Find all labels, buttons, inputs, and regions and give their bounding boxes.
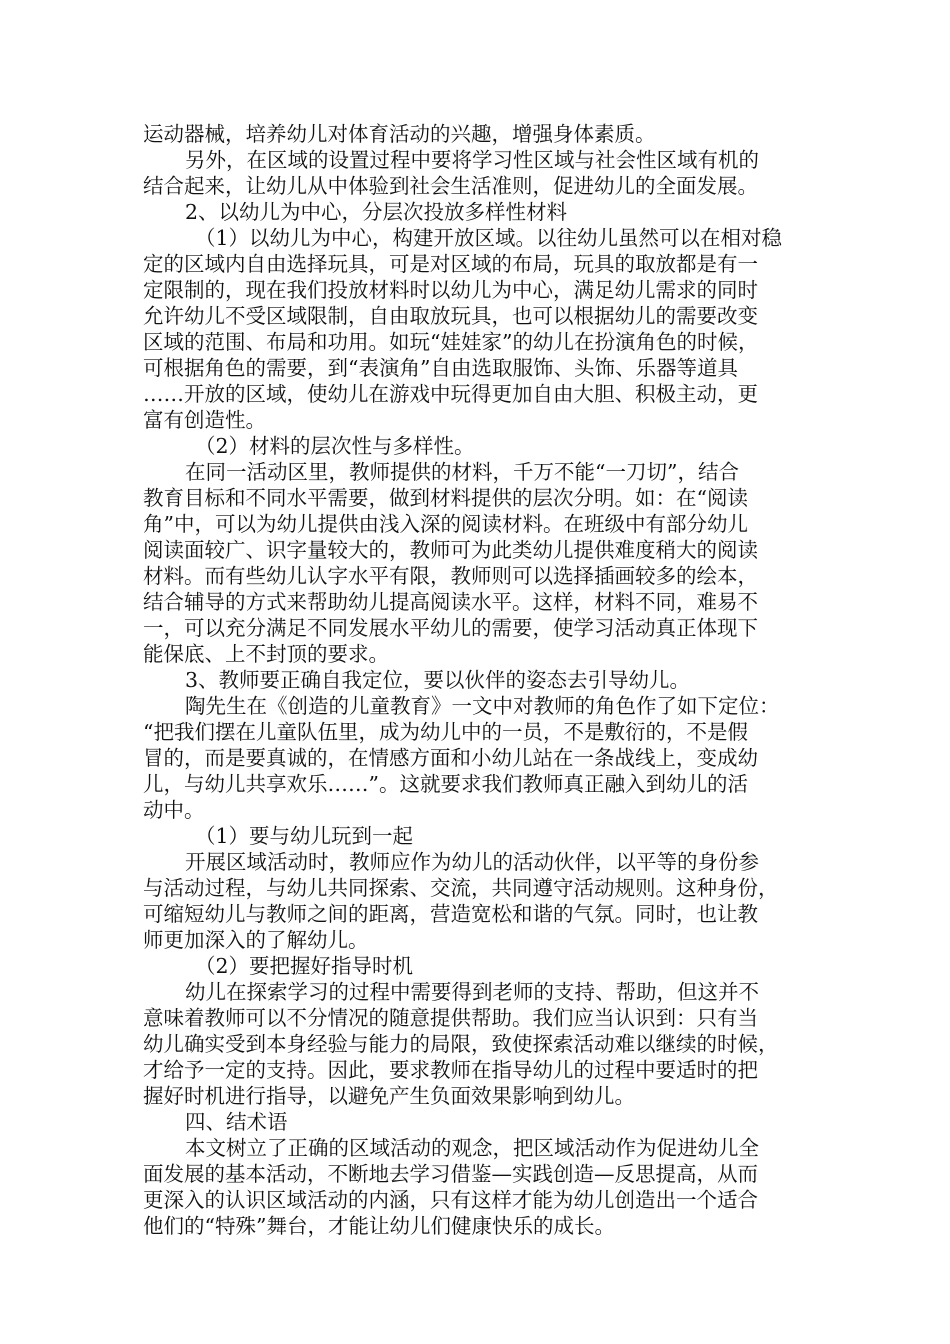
subsection-heading: （1）以幼儿为中心，构建开放区域。以往幼儿虽然可以在相对稳 <box>195 226 783 250</box>
text-line: 结合辅导的方式来帮助幼儿提高阅读水平。这样，材料不同，难易不 <box>143 590 758 614</box>
text-line: 动中。 <box>143 798 205 822</box>
text-line: 可缩短幼儿与教师之间的距离，营造宽松和谐的气氛。同时，也让教 <box>143 902 758 926</box>
section-heading: 2、以幼儿为中心，分层次投放多样性材料 <box>185 200 568 224</box>
text-line: 结合起来，让幼儿从中体验到社会生活准则，促进幼儿的全面发展。 <box>143 174 758 198</box>
text-line: 陶先生在《创造的儿童教育》一文中对教师的角色作了如下定位： <box>185 694 780 718</box>
subsection-heading: （2）材料的层次性与多样性。 <box>195 434 475 458</box>
text-line: 可根据角色的需要，到“表演角”自由选取服饰、头饰、乐器等道具 <box>143 356 738 380</box>
text-line: 幼儿在探索学习的过程中需要得到老师的支持、帮助，但这并不 <box>185 980 759 1004</box>
text-line: 面发展的基本活动，不断地去学习借鉴—实践创造—反思提高，从而 <box>143 1162 758 1186</box>
text-line: 运动器械，培养幼儿对体育活动的兴趣，增强身体素质。 <box>143 122 656 146</box>
text-line: 才给予一定的支持。因此，要求教师在指导幼儿的过程中要适时的把 <box>143 1058 758 1082</box>
text-line: 他们的“特殊”舞台，才能让幼儿们健康快乐的成长。 <box>143 1214 615 1238</box>
text-line: 角”中，可以为幼儿提供由浅入深的阅读材料。在班级中有部分幼儿 <box>143 512 748 536</box>
text-line: 一，可以充分满足不同发展水平幼儿的需要，使学习活动真正体现下 <box>143 616 758 640</box>
text-line: 允许幼儿不受区域限制，自由取放玩具，也可以根据幼儿的需要改变 <box>143 304 758 328</box>
text-line: 在同一活动区里，教师提供的材料，千万不能“一刀切”，结合 <box>185 460 739 484</box>
text-line: 本文树立了正确的区域活动的观念，把区域活动作为促进幼儿全 <box>185 1136 759 1160</box>
text-line: 儿，与幼儿共享欢乐……”。这就要求我们教师真正融入到幼儿的活 <box>143 772 748 796</box>
text-line: 冒的，而是要真诚的，在情感方面和小幼儿站在一条战线上，变成幼 <box>143 746 758 770</box>
section-heading: 3、教师要正确自我定位，要以伙伴的姿态去引导幼儿。 <box>185 668 691 692</box>
text-line: 材料。而有些幼儿认字水平有限，教师则可以选择插画较多的绘本， <box>143 564 758 588</box>
subsection-heading: （2）要把握好指导时机 <box>195 954 414 978</box>
text-line: 另外，在区域的设置过程中要将学习性区域与社会性区域有机的 <box>185 148 759 172</box>
text-line: 富有创造性。 <box>143 408 266 432</box>
text-line: 开展区域活动时，教师应作为幼儿的活动伙伴，以平等的身份参 <box>185 850 759 874</box>
text-line: 定限制的，现在我们投放材料时以幼儿为中心，满足幼儿需求的同时 <box>143 278 758 302</box>
text-line: 更深入的认识区域活动的内涵，只有这样才能为幼儿创造出一个适合 <box>143 1188 758 1212</box>
text-line: 能保底、上不封顶的要求。 <box>143 642 389 666</box>
text-line: 定的区域内自由选择玩具，可是对区域的布局，玩具的取放都是有一 <box>143 252 758 276</box>
text-line: 师更加深入的了解幼儿。 <box>143 928 369 952</box>
text-line: ……开放的区域，使幼儿在游戏中玩得更加自由大胆、积极主动，更 <box>143 382 758 406</box>
text-line: 握好时机进行指导，以避免产生负面效果影响到幼儿。 <box>143 1084 635 1108</box>
text-line: 区域的范围、布局和功用。如玩“娃娃家”的幼儿在扮演角色的时候， <box>143 330 759 354</box>
text-line: 幼儿确实受到本身经验与能力的局限，致使探索活动难以继续的时候， <box>143 1032 779 1056</box>
section-heading: 四、结术语 <box>185 1110 288 1134</box>
document-body <box>143 121 813 1239</box>
text-line: 意味着教师可以不分情况的随意提供帮助。我们应当认识到：只有当 <box>143 1006 758 1030</box>
text-line: 教育目标和不同水平需要，做到材料提供的层次分明。如：在“阅读 <box>143 486 748 510</box>
subsection-heading: （1）要与幼儿玩到一起 <box>195 824 414 848</box>
text-line: “把我们摆在儿童队伍里，成为幼儿中的一员，不是敷衍的，不是假 <box>143 720 748 744</box>
text-line: 与活动过程，与幼儿共同探索、交流，共同遵守活动规则。这种身份， <box>143 876 779 900</box>
text-line: 阅读面较广、识字量较大的，教师可为此类幼儿提供难度稍大的阅读 <box>143 538 758 562</box>
